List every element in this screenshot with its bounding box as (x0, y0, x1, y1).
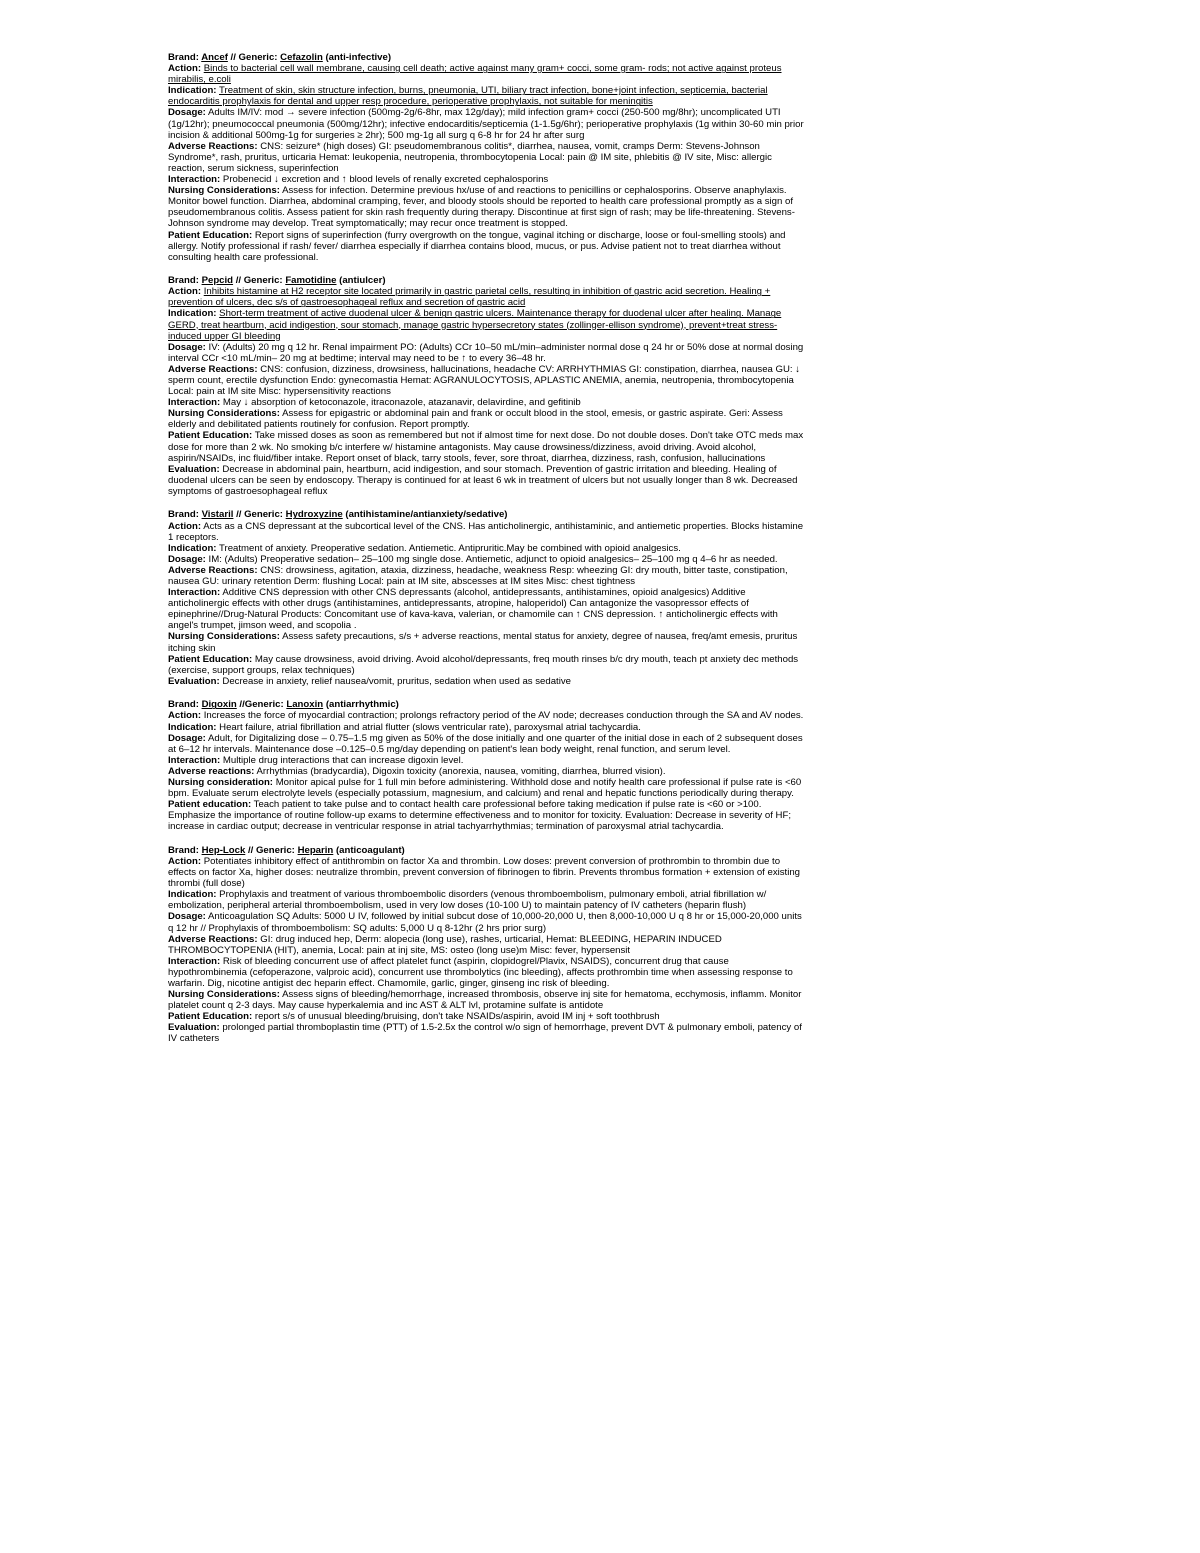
section-text: Anticoagulation SQ Adults: 5000 U IV, followed by initial subcut dose of 10,000-20,000 U, then 8,000-10,000 U q 8 hr or 15,000-20,000 units q 12 hr // Prophylaxis of thromboembolism: SQ adults: 5,000 U q 8-12hr (2 hrs prior surg) (168, 911, 802, 934)
section-label: Patient Education: (168, 1011, 253, 1023)
section-education (168, 654, 808, 676)
section-action (168, 286, 808, 308)
section-dosage (168, 911, 808, 933)
brand-name: Digoxin (201, 699, 237, 711)
section-label: Evaluation: (168, 1022, 220, 1034)
section-label: Interaction: (168, 587, 221, 599)
section-label: Nursing consideration: (168, 776, 274, 788)
section-text: IM: (Adults) Preoperative sedation– 25–100 mg single dose. Antiemetic, adjunct to opioid analgesics– 25–100 mg q 4–6 hr as needed. (208, 553, 778, 565)
section-label: Nursing Considerations: (168, 408, 280, 420)
section-text: Report signs of superinfection (furry overgrowth on the tongue, vaginal itching or discharge, loose or foul-smelling stools) and allergy. Notify professional if rash/ fever/ diarrhea especially if diarrhea contains blood, mucus, or pus. Advise patient not to treat diarrhea without consulting health care professional. (168, 229, 786, 263)
section-nursing (168, 989, 808, 1011)
section-text: Additive CNS depression with other CNS depressants (alcohol, antidepressants, antihistamines, opioid analgesics) Additive anticholinergic effects with other drugs (antihistamines, antidepressants, atropine, haloperidol) Can antagonize the vasopressor effects of epinephrine//Drug-Natural Products: Concomitant use of kava-kava, valerian, or chamomile can ↑ CNS depression. ↑ anticholinergic effects with angel's trumpet, jimson weed, and scopolia . (168, 587, 778, 632)
section-indication (168, 85, 808, 107)
section-text: Treatment of anxiety. Preoperative sedation. Antiemetic. Antipruritic.May be combined with opioid analgesics. (219, 542, 681, 554)
section-text: Adults IM/IV: mod → severe infection (500mg-2g/6-8hr, max 12g/day); mild infection gram+ cocci (250-500 mg/8hr); uncomplicated UTI (1g/12hr); pneumococcal pneumonia (500mg/12hr); infective endocarditis/septicemia (1-1.5g/6hr); perioperative prophylaxis (1g within 30-60 min prior incision & additional 500mg-1g for surgeries ≥ 2hr); 500 mg-1g all surg q 6-8 hr for 24 hr after surg (168, 107, 804, 141)
section-dosage (168, 107, 808, 140)
section-text: Assess for epigastric or abdominal pain and frank or occult blood in the stool, emesis, or gastric aspirate. Geri: Assess elderly and debilitated patients routinely for confusion. Report promptly. (168, 408, 783, 431)
section-action (168, 856, 808, 889)
section-text: CNS: drowsiness, agitation, ataxia, dizziness, headache, weakness Resp: wheezing GI: dry mouth, bitter taste, constipation, nausea GU: urinary retention Derm: flushing Local: pain at IM site, abscesses at IM sites Misc: chest tightness (168, 564, 788, 587)
section-text: Increases the force of myocardial contraction; prolongs refractory period of the AV node; decreases conduction through the SA and AV nodes. (203, 710, 804, 722)
section-action (168, 710, 808, 721)
section-dosage (168, 733, 808, 755)
section-text: Decrease in abdominal pain, heartburn, acid indigestion, and sour stomach. Prevention of gastric irritation and bleeding. Healing of duodenal ulcers can be seen by endoscopy. Therapy is continued for at least 6 wk in treatment of ulcers but not usually longer than 8 wk. Decreased symptoms of gastroesophageal reflux (168, 463, 798, 497)
section-text: report s/s of unusual bleeding/bruising, don't take NSAIDs/aspirin, avoid IM inj + soft toothbrush (254, 1011, 660, 1023)
section-label: Indication: (168, 889, 217, 901)
section-label: Nursing Considerations: (168, 631, 280, 643)
drug-header: Brand: Vistaril // Generic: Hydroxyzine (antihistamine/antianxiety/sedative) (168, 509, 508, 521)
section-label: Indication: (168, 85, 217, 97)
section-text: May cause drowsiness, avoid driving. Avoid alcohol/depressants, freq mouth rinses b/c dry mouth, teach pt anxiety dec methods (exercise, support groups, relax techniques) (168, 653, 799, 676)
section-label: Indication: (168, 542, 217, 554)
section-label: Adverse reactions: (168, 765, 255, 777)
drug-header: Brand: Digoxin //Generic: Lanoxin (antiarrhythmic) (168, 699, 399, 711)
brand-name: Pepcid (201, 275, 234, 287)
section-adverse (168, 364, 808, 397)
brand-name: Hep-Lock (201, 844, 246, 856)
section-label: Dosage: (168, 732, 206, 744)
section-label: Action: (168, 710, 202, 722)
section-text: Potentiates inhibitory effect of antithrombin on factor Xa and thrombin. Low doses: prevent conversion of prothrombin to thrombin due to effects on factor Xa, higher doses: neutralize thrombin, prevent conversion of fibrinogen to fibrin. Prevents thrombus formation + extension of existing thrombi (full dose) (168, 855, 801, 890)
section-education (168, 799, 808, 832)
drug-class: (anticoagulant) (335, 844, 405, 856)
section-label: Indication: (168, 721, 217, 733)
section-label: Action: (168, 63, 202, 75)
section-text: Adult, for Digitalizing dose – 0.75–1.5 mg given as 50% of the dose initially and one quarter of the initial dose in each of 2 subsequent doses at 6–12 hr intervals. Maintenance dose –0.125–0.5 mg/day depending on patient's lean body weight, renal function, and serum level. (168, 732, 803, 755)
section-label: Indication: (168, 308, 217, 320)
drug-class: (antihistamine/antianxiety/sedative) (345, 509, 508, 521)
section-indication (168, 889, 808, 911)
section-label: Interaction: (168, 397, 221, 409)
section-label: Action: (168, 520, 202, 532)
section-indication (168, 543, 808, 554)
section-adverse (168, 141, 808, 174)
section-text: Take missed doses as soon as remembered but not if almost time for next dose. Do not double doses. Don't take OTC meds max dose for more than 2 wk. No smoking b/c interfere w/ histamine antagonists. May cause drowsiness/dizziness, avoid driving. Avoid alcohol, aspirin/NSAIDs, inc fluid/fiber intake. Report onset of black, tarry stools, fever, sore throat, diarrhea, dizziness, rash, confusion, hallucinations (168, 430, 804, 464)
section-adverse (168, 934, 808, 956)
section-dosage (168, 554, 808, 565)
section-adverse (168, 766, 808, 777)
section-action (168, 521, 808, 543)
brand-name: Vistaril (201, 509, 234, 521)
section-nursing (168, 408, 808, 430)
drug-entry (168, 52, 808, 263)
section-text: Monitor apical pulse for 1 full min before administering. Withhold dose and notify health care professional if pulse rate is <60 bpm. Evaluate serum electrolyte levels (especially potassium, magnesium, and calcium) and renal and hepatic functions periodically during therapy. (168, 776, 802, 800)
drug-header: Brand: Hep-Lock // Generic: Heparin (anticoagulant) (168, 844, 405, 856)
section-label: Interaction: (168, 174, 221, 186)
section-text: Risk of bleeding concurrent use of affect platelet funct (aspirin, clopidogrel/Plavix, NSAIDS), concurrent drug that cause hypothrombinemia (cefoperazone, valproic acid), concurrent use thrombolytics (inc bleeding), affects prothrombin time when assessing response to warfarin. Dig, nicotine antigist dec heparin effect. Chamomile, garlic, ginger, ginseng inc risk of bleeding. (168, 955, 793, 989)
section-text: May ↓ absorption of ketoconazole, itraconazole, atazanavir, delavirdine, and gefitinib (222, 397, 581, 409)
section-text: Binds to bacterial cell wall membrane, causing cell death; active against many gram+ cocci, some gram- rods; not active against proteus mirabilis, e.coli (168, 63, 782, 86)
generic-name: Hydroxyzine (285, 509, 343, 521)
section-label: Dosage: (168, 553, 206, 565)
drug-class: (antiarrhythmic) (325, 699, 399, 711)
section-adverse (168, 565, 808, 587)
generic-name: Lanoxin (286, 699, 324, 711)
section-text: IV: (Adults) 20 mg q 12 hr. Renal impairment PO: (Adults) CCr 10–50 mL/min–administer normal dose q 24 hr or 50% dose at normal dosing interval CCr <10 mL/min– 20 mg at bedtime; interval may need to be ↑ to every 36–48 hr. (168, 341, 804, 364)
section-label: Patient Education: (168, 430, 253, 442)
section-text: GI: drug induced hep, Derm: alopecia (long use), rashes, urticarial, Hemat: BLEEDING, HEPARIN INDUCED THROMBOCYTOPENIA (HIT), anemia, Local: pain at inj site, MS: osteo (long use)m Misc: fever, hypersensit (168, 933, 722, 956)
section-text: Assess safety precautions, s/s + adverse reactions, mental status for anxiety, degree of nausea, freq/amt emesis, pruritus itching skin (168, 631, 798, 654)
drug-header: Brand: Ancef // Generic: Cefazolin (anti-infective) (168, 52, 392, 63)
generic-name: Cefazolin (280, 52, 323, 63)
drug-class: (anti-infective) (325, 52, 392, 63)
section-label: Dosage: (168, 107, 206, 119)
section-text: Assess for infection. Determine previous hx/use of and reactions to penicillins or cephalosporins. Observe anaphylaxis. Monitor bowel function. Diarrhea, abdominal cramping, fever, and bloody stools should be reported to health care professional promptly as a sign of pseudomembranous colitis. Assess patient for skin rash frequently during therapy. Discontinue at first sign of rash; may be life-threatening. Stevens-Johnson syndrome may develop. Treat symptomatically; may recur once treatment is stopped. (168, 185, 795, 230)
section-education (168, 430, 808, 463)
section-text: Heart failure, atrial fibrillation and atrial flutter (slows ventricular rate), paroxysmal atrial tachycardia. (219, 721, 641, 733)
section-text: CNS: confusion, dizziness, drowsiness, hallucinations, headache CV: ARRHYTHMIAS GI: constipation, diarrhea, nausea GU: ↓ sperm count, erectile dysfunction Endo: gynecomastia Hemat: AGRANULOCYTOSIS, APLASTIC ANEMIA, anemia, neutropenia, thrombocytopenia Local: pain at IM site Misc: hypersensitivity reactions (168, 363, 801, 398)
drug-entry (168, 699, 808, 832)
section-text: Decrease in anxiety, relief nausea/vomit, pruritus, sedation when used as sedative (222, 675, 571, 687)
section-interaction (168, 956, 808, 989)
drug-card-document (168, 52, 808, 1057)
section-text: Assess signs of bleeding/hemorrhage, increased thrombosis, observe inj site for hematoma, ecchymosis, inflamm. Monitor platelet count q 2-3 days. May cause hyperkalemia and inc AST & ALT lvl, protamine sulfate is antidote (168, 989, 802, 1012)
section-label: Adverse Reactions: (168, 140, 258, 152)
section-evaluation (168, 464, 808, 497)
section-interaction (168, 587, 808, 631)
section-label: Action: (168, 286, 202, 298)
section-text: Acts as a CNS depressant at the subcortical level of the CNS. Has anticholinergic, antihistaminic, and antiemetic properties. Blocks histamine 1 receptors. (168, 520, 804, 543)
section-text: Treatment of skin, skin structure infection, burns, pneumonia, UTI, biliary tract infection, bone+joint infection, septicemia, bacterial endocarditis prophylaxis for dental and upper resp procedure, perioperative prophylaxis, not suitable for meningitis (168, 85, 768, 108)
section-interaction (168, 397, 808, 408)
section-education (168, 1011, 808, 1022)
section-evaluation (168, 676, 808, 687)
section-label: Adverse Reactions: (168, 564, 258, 576)
section-label: Patient Education: (168, 653, 253, 665)
section-indication (168, 308, 808, 341)
section-label: Patient education: (168, 799, 252, 811)
section-text: Short-term treatment of active duodenal ulcer & benign gastric ulcers. Maintenance therapy for duodenal ulcer after healing. Manage GERD, treat heartburn, acid indigestion, sour stomach, manage gastric hypersecretory states (zollinger-ellison syndrome), prevent+treat stress-induced upper GI bleeding (168, 308, 782, 342)
section-text: Multiple drug interactions that can increase digoxin level. (222, 754, 464, 766)
drug-entry (168, 509, 808, 687)
section-text: Probenecid ↓ excretion and ↑ blood levels of renally excreted cephalosporins (222, 174, 549, 186)
section-label: Action: (168, 855, 202, 867)
section-text: prolonged partial thromboplastin time (PTT) of 1.5-2.5x the control w/o sign of hemorrhage, prevent DVT & pulmonary emboli, patency of IV catheters (168, 1022, 802, 1045)
section-interaction (168, 755, 808, 766)
brand-name: Ancef (201, 52, 228, 63)
drug-header: Brand: Pepcid // Generic: Famotidine (antiulcer) (168, 275, 386, 287)
section-dosage (168, 342, 808, 364)
section-interaction (168, 174, 808, 185)
drug-entry (168, 275, 808, 497)
section-label: Dosage: (168, 341, 206, 353)
section-label: Dosage: (168, 911, 206, 923)
drug-class: (antiulcer) (339, 275, 386, 287)
section-label: Patient Education: (168, 229, 253, 241)
section-label: Interaction: (168, 754, 221, 766)
section-evaluation (168, 1022, 808, 1044)
section-text: Arrhythmias (bradycardia), Digoxin toxicity (anorexia, nausea, vomiting, diarrhea, blurred vision). (256, 765, 666, 777)
section-label: Evaluation: (168, 675, 220, 687)
section-text: Prophylaxis and treatment of various thromboembolic disorders (venous thromboembolism, pulmonary emboli, atrial fibrillation w/ embolization, peripheral arterial thromboembolism, used in very low doses (10-100 U) to maintain patency of IV catheters (heparin flush) (168, 889, 767, 912)
section-action (168, 63, 808, 85)
section-text: CNS: seizure* (high doses) GI: pseudomembranous colitis*, diarrhea, nausea, vomit, cramps Derm: Stevens-Johnson Syndrome*, rash, pruritus, urticaria Hemat: leukopenia, neutropenia, thrombocytopenia Local: pain @ IM site, phlebitis @ IV site, Misc: allergic reaction, serum sickness, superinfection (168, 140, 772, 174)
section-nursing (168, 185, 808, 229)
section-label: Adverse Reactions: (168, 933, 258, 945)
section-label: Evaluation: (168, 463, 220, 475)
section-indication (168, 722, 808, 733)
drug-entry (168, 845, 808, 1045)
section-label: Nursing Considerations: (168, 989, 280, 1001)
section-text: Teach patient to take pulse and to contact health care professional before taking medication if pulse rate is <60 or >100. Emphasize the importance of routine follow-up exams to determine effectiveness and to monitor for toxicity. Evaluation: Decrease in severity of HF; increase in cardiac output; decrease in ventricular response in atrial tachyarrhythmias; termination of paroxysmal atrial tachycardia. (168, 799, 791, 833)
generic-name: Heparin (297, 844, 334, 856)
section-nursing (168, 631, 808, 653)
section-education (168, 230, 808, 263)
generic-name: Famotidine (285, 275, 337, 287)
section-nursing (168, 777, 808, 799)
section-label: Nursing Considerations: (168, 185, 280, 197)
section-text: Inhibits histamine at H2 receptor site located primarily in gastric parietal cells, resulting in inhibition of gastric acid secretion. Healing + prevention of ulcers, dec s/s of gastroesophageal reflux and secretion of gastric acid (168, 286, 771, 309)
section-label: Interaction: (168, 955, 221, 967)
section-label: Adverse Reactions: (168, 363, 258, 375)
